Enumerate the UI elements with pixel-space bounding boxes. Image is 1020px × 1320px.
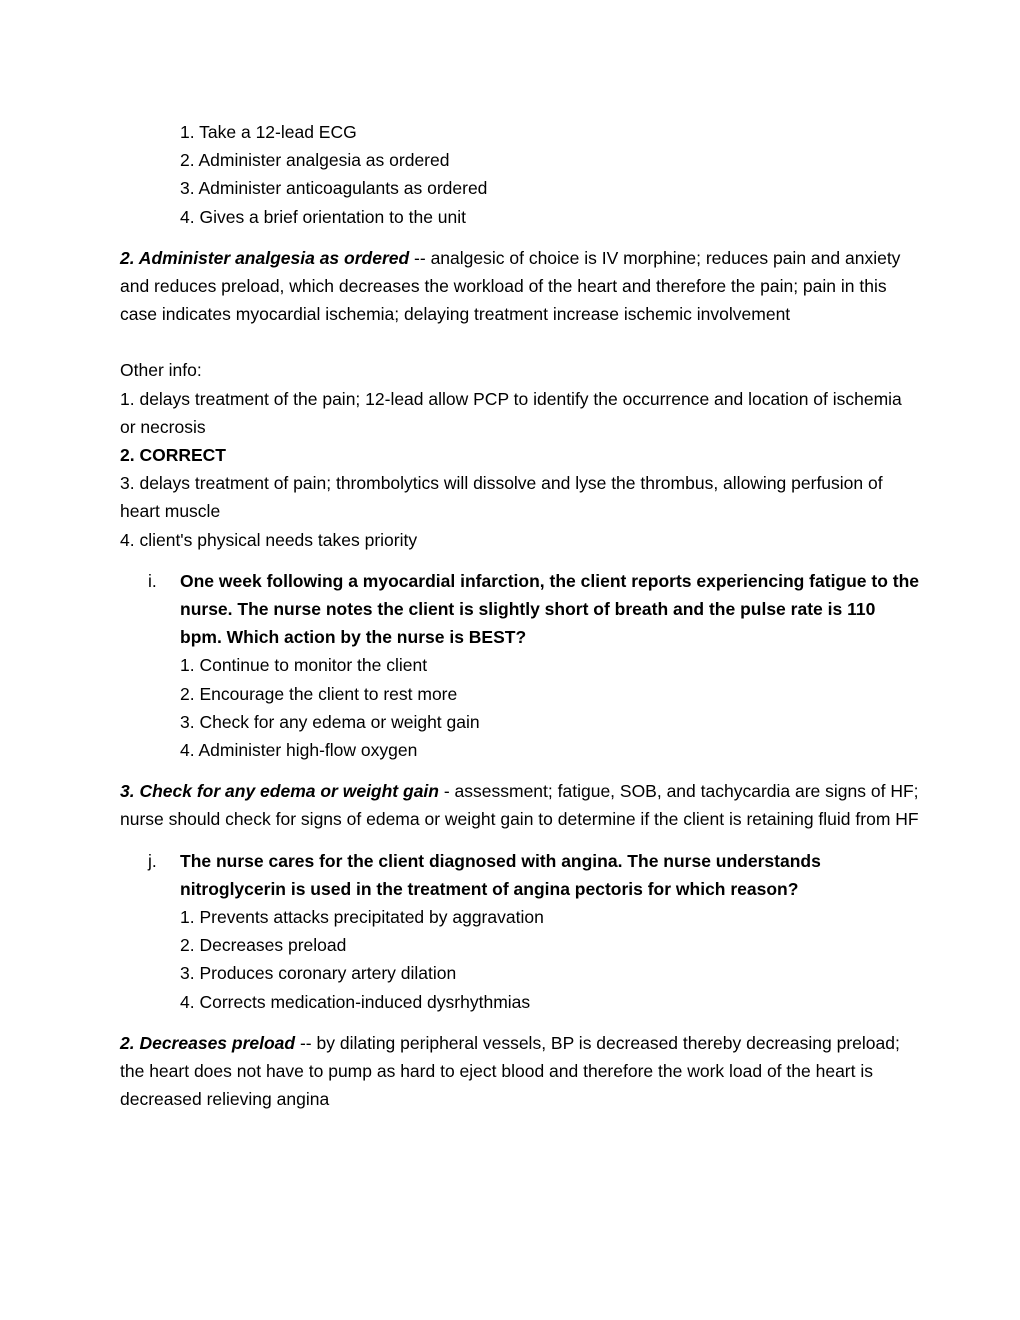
option-item: 1. Take a 12-lead ECG (180, 122, 357, 142)
page-content (120, 118, 920, 1114)
option-item: 3. Administer anticoagulants as ordered (180, 178, 488, 199)
other-info-item: 2. CORRECT (120, 445, 226, 466)
option-item: 2. Encourage the client to rest more (180, 683, 458, 704)
option-item: 4. Corrects medication-induced dysrhythmias (180, 991, 531, 1012)
other-info-item: 4. client's physical needs takes priority (120, 529, 418, 550)
question-text: One week following a myocardial infarction, the client reports experiencing fatigue to the nurse. The nurse notes the client is slightly short of breath and the pulse rate is 110 bpm. Which action by the nurse is BEST? (180, 570, 920, 648)
option-item: 1. Continue to monitor the client (180, 655, 428, 676)
option-item: 1. Prevents attacks precipitated by aggravation (180, 907, 544, 928)
option-item: 4. Administer high-flow oxygen (180, 740, 418, 761)
question-i (120, 567, 920, 652)
answer-label: 2. Decreases preload (120, 1032, 296, 1053)
answer-text: -- by dilating peripheral vessels, BP is decreased thereby decreasing preload; the heart does not have to pump as hard to eject blood and therefore the work load of the heart is decreased relieving angina (120, 1032, 900, 1110)
answer-text: -- analgesic of choice is IV morphine; reduces pain and anxiety and reduces preload, which decreases the workload of the heart and therefore the pain; pain in this case indicates myocardial ischemia; delaying treatment increase ischemic involvement (120, 247, 901, 325)
option-item: 3. Produces coronary artery dilation (180, 963, 457, 984)
question-marker: i. (148, 570, 157, 591)
question-marker: j. (148, 850, 157, 871)
other-info-item: 3. delays treatment of pain; thrombolytics will dissolve and lyse the thrombus, allowing perfusion of heart muscle (120, 473, 883, 522)
answer-label: 3. Check for any edema or weight gain (120, 781, 439, 802)
other-info-section (120, 356, 920, 553)
question-h-options (120, 118, 920, 231)
other-info-heading: Other info: (120, 360, 202, 381)
question-j-options (120, 903, 920, 1016)
option-item: 2. Administer analgesia as ordered (180, 150, 450, 171)
question-text: The nurse cares for the client diagnosed with angina. The nurse understands nitroglycerin is used in the treatment of angina pectoris for which reason? (180, 850, 821, 899)
answer-h-rationale (120, 244, 920, 329)
option-item: 4. Gives a brief orientation to the unit (180, 206, 466, 227)
answer-text: - assessment; fatigue, SOB, and tachycardia are signs of HF; nurse should check for signs of edema or weight gain to determine if the client is retaining fluid from HF (120, 781, 919, 830)
option-item: 3. Check for any edema or weight gain (180, 711, 480, 732)
question-i-options (120, 651, 920, 764)
other-info-item: 1. delays treatment of the pain; 12-lead allow PCP to identify the occurrence and location of ischemia or necrosis (120, 388, 902, 437)
question-j (120, 847, 920, 903)
option-item: 2. Decreases preload (180, 935, 347, 956)
answer-j-rationale (120, 1029, 920, 1114)
answer-i-rationale (120, 777, 920, 833)
answer-label: 2. Administer analgesia as ordered (120, 247, 410, 268)
